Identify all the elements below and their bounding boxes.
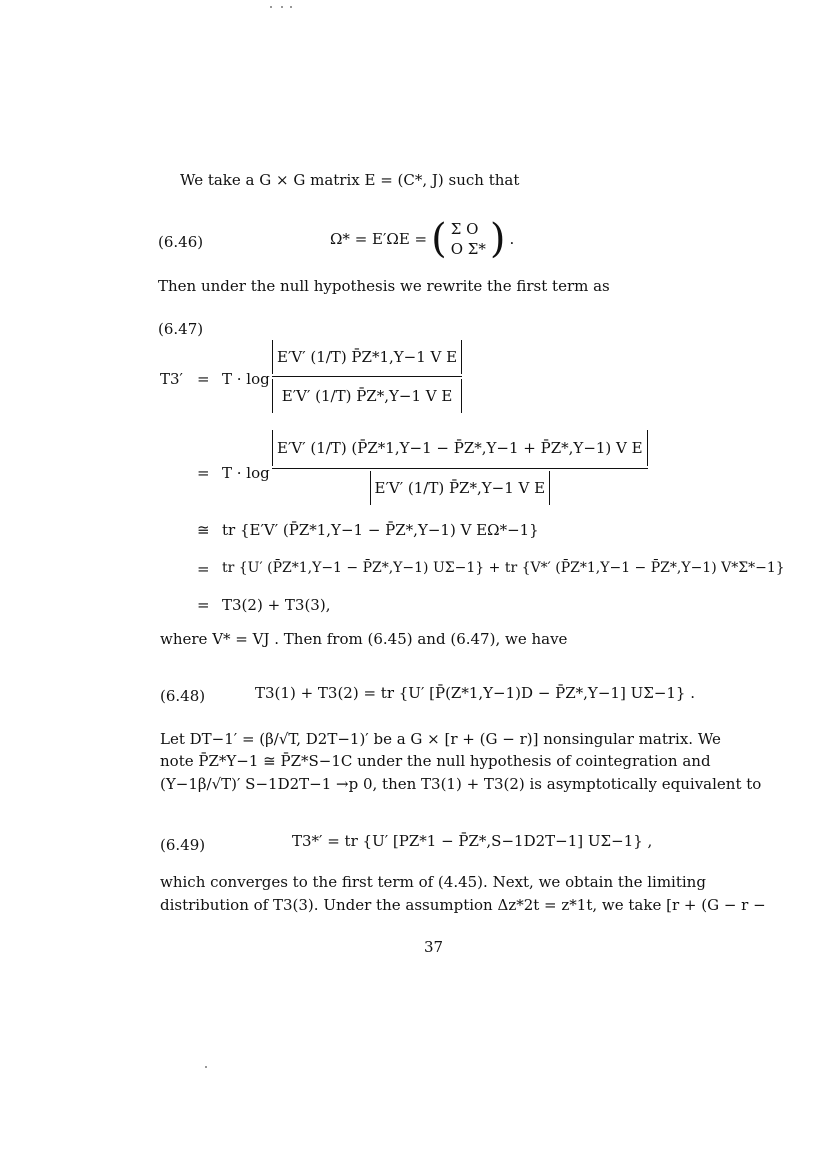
fraction-2-denominator: E′V′ (1/T) P̄Z*,Y−1 V E [370, 471, 551, 505]
eq-6-47-line5: T3(2) + T3(3), [222, 596, 331, 614]
equation-6-48: T3(1) + T3(2) = tr {U′ [P̄(Z*1,Y−1)D − P̄Z*,Y−1] UΣ−1} . [255, 684, 696, 702]
eq-number-6-49: (6.49) [160, 836, 206, 854]
eq-6-47-equals: = [197, 370, 210, 388]
fraction-2 [272, 430, 648, 505]
paragraph-line: distribution of T3(3). Under the assumption Δz*2t = z*1t, we take [r + (G − r − [160, 896, 766, 914]
paragraph-line: which converges to the first term of (4.45). Next, we obtain the limiting [160, 873, 706, 891]
eq-6-47-line4: tr {U′ (P̄Z*1,Y−1 − P̄Z*,Y−1) UΣ−1} + tr {V*′ (P̄Z*1,Y−1 − P̄Z*,Y−1) V*Σ*−1} [222, 560, 785, 576]
eq-6-47-equals-4: = [197, 596, 210, 614]
fraction-1-numerator: E′V′ (1/T) P̄Z*1,Y−1 V E [272, 340, 462, 374]
eq-number-6-48: (6.48) [160, 687, 206, 705]
eq-6-46-tail: . [509, 230, 515, 248]
fraction-1 [272, 340, 462, 413]
fraction-2-numerator: E′V′ (1/T) (P̄Z*1,Y−1 − P̄Z*,Y−1 + P̄Z*,Y−1) V E [272, 430, 648, 466]
paragraph-line: note P̄Z*Y−1 ≅ P̄Z*S−1C under the null hypothesis of cointegration and [160, 752, 711, 770]
eq-6-47-approx: ≅ [197, 521, 210, 539]
equation-6-49: T3*′ = tr {U′ [PZ*1 − P̄Z*,S−1D2T−1] UΣ−1} , [292, 832, 653, 850]
equation-6-46: Ω* = E′ΩE = ( Σ O O Σ* ) . [330, 216, 515, 262]
paragraph-line: Let DT−1′ = (β/√T, D2T−1)′ be a G × [r + (G − r)] nonsingular matrix. We [160, 730, 721, 748]
eq-number-6-47: (6.47) [158, 320, 204, 338]
eq-6-47-equals-3: = [197, 560, 210, 578]
matrix-row: O Σ* [450, 240, 486, 258]
fraction-1-denominator: E′V′ (1/T) P̄Z*,Y−1 V E [272, 379, 462, 413]
intro-line: We take a G × G matrix E = (C*, J) such that [180, 171, 520, 189]
eq-6-47-lhs: T3′ [160, 370, 183, 388]
eq-6-47-line3: tr {E′V′ (P̄Z*1,Y−1 − P̄Z*,Y−1) V EΩ*−1} [222, 521, 539, 539]
then-line: Then under the null hypothesis we rewrite the first term as [158, 277, 610, 295]
page-number: 37 [424, 938, 444, 956]
scan-speck [290, 6, 292, 8]
eq-6-46-matrix [451, 219, 486, 259]
scan-speck [281, 6, 283, 8]
matrix-row: Σ O [450, 220, 479, 238]
scan-speck [270, 6, 272, 8]
eq-6-47-tlog: T · log [222, 370, 270, 388]
eq-6-47-equals-2: = [197, 464, 210, 482]
where-line: where V* = VJ . Then from (6.45) and (6.47), we have [160, 630, 568, 648]
eq-number-6-46: (6.46) [158, 233, 204, 251]
scan-speck [205, 1066, 207, 1068]
paragraph-line: (Y−1β/√T)′ S−1D2T−1 →p 0, then T3(1) + T3(2) is asymptotically equivalent to [160, 775, 762, 793]
eq-6-47-tlog-2: T · log [222, 464, 270, 482]
eq-6-46-lhs: Ω* = E′ΩE = [330, 230, 428, 248]
